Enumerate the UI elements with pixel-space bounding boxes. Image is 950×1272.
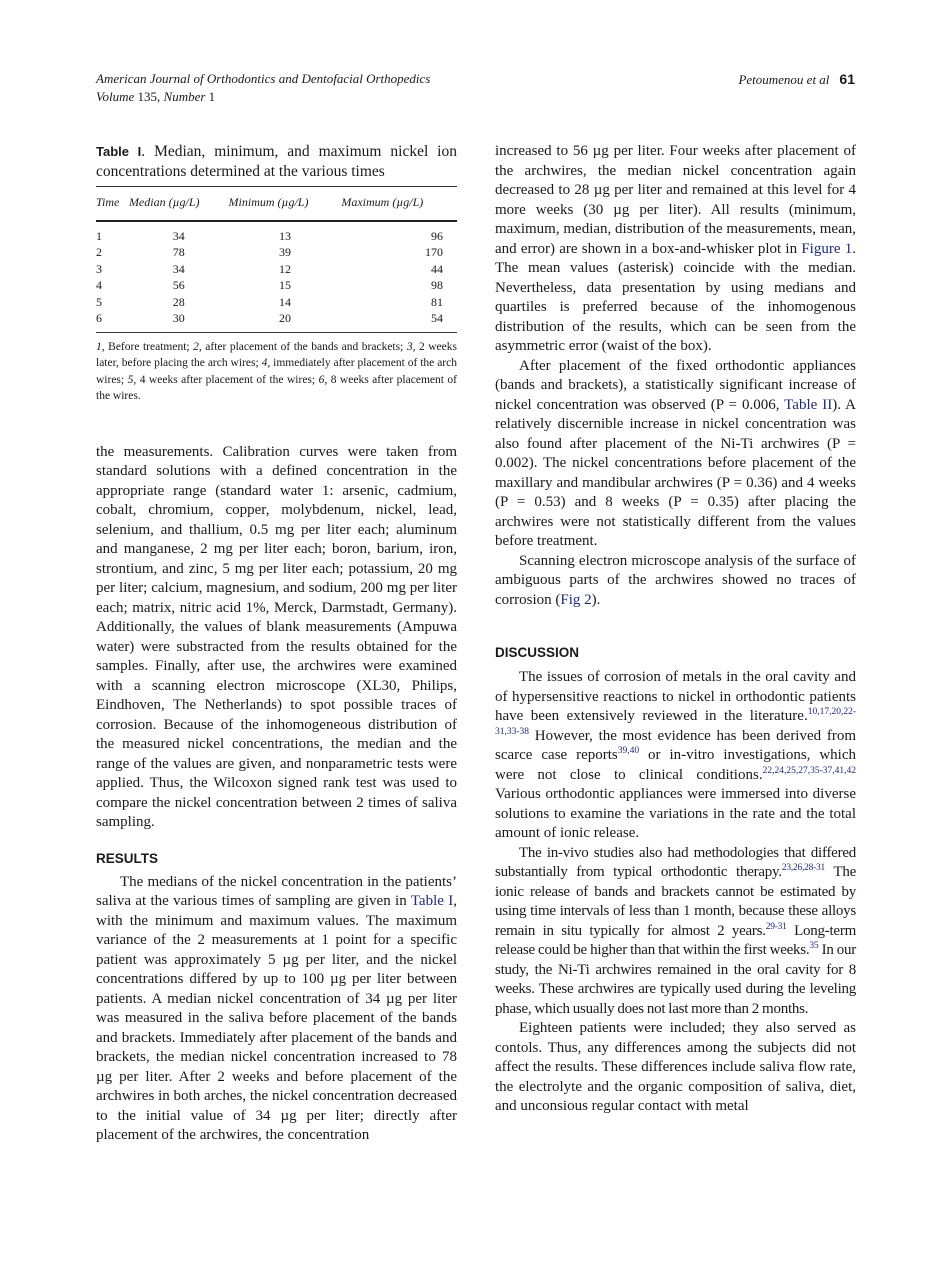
note-text: 8 weeks after placement of the wires. (96, 373, 457, 402)
cell-minimum: 15 (278, 278, 291, 292)
note-key: 2, (193, 340, 202, 353)
note-key: 6, (318, 373, 328, 386)
cell-minimum: 13 (278, 228, 291, 243)
text-run: After placement of the fixed orthodontic appliances (bands and brackets), a statistically significant increase of nickel concentration was observed (P = 0.006, (495, 357, 856, 413)
note-text: immediately after placement of the arch wires; (96, 357, 457, 386)
cell-time: 3 (96, 261, 102, 276)
note-key: 3, (406, 340, 416, 353)
results-paragraph-2 (495, 357, 856, 552)
text-run: Scanning electron microscope analysis of the surface of ambiguous parts of the archwires showed no traces of corrosion ( (495, 552, 856, 608)
cell-median: 34 (172, 228, 185, 243)
text-run: , with the minimum and maximum values. The maximum variance of the 2 measurements at 1 point for a specific patient was approximately 5 µg per liter, and the nickel concentrations differed by up to 100 µg per liter between patients. A median nickel concentration of 34 µg per liter was measured in the saliva before placement of the bands and brackets. Immediately after placement of the bands and brackets, the median nickel concentration increased to 78 µg per liter. After 2 weeks and before placement of the archwires in both arches, the nickel concentration decreased to the initial value of 34 µg per liter; directly after placement of the archwires, the concentration (96, 893, 458, 1143)
cell-maximum: 96 (431, 228, 443, 243)
discussion-paragraph-3: Eighteen patients were included; they also served as contols. Thus, any differences among the subjects did not affect the results. These differences include saliva flow rate, the electrolyte and the organic composition of saliva, diet, and unconsious regular contact with metal (495, 1020, 856, 1114)
table-header-row (96, 187, 457, 221)
table-label: Table I (96, 144, 142, 159)
cell-median: 78 (172, 245, 185, 259)
results-heading: RESULTS (96, 850, 159, 866)
table-row (96, 261, 457, 278)
right-column (495, 142, 856, 1117)
cell-time: 5 (96, 294, 102, 309)
cell-time: 6 (96, 310, 129, 332)
cell-median: 56 (172, 278, 185, 292)
col-time: Time (96, 187, 129, 221)
number-label: Number (163, 89, 206, 104)
discussion-paragraph-2 (495, 844, 856, 1020)
table-row (96, 310, 457, 332)
citation-link[interactable]: 39,40 (617, 746, 640, 756)
discussion-paragraph-1 (495, 668, 856, 844)
nickel-concentration-table (96, 186, 457, 333)
table-1-link[interactable]: Table I (410, 893, 454, 909)
cell-minimum: 20 (229, 310, 342, 332)
note-key: 5, (127, 373, 137, 386)
cell-maximum: 98 (431, 278, 443, 292)
note-key: 1, (96, 340, 105, 353)
author-name: Petoumenou et al (738, 72, 830, 87)
running-header-author (738, 70, 855, 89)
results-paragraph-3 (495, 552, 856, 611)
col-median: Median (µg/L) (129, 187, 229, 221)
cell-minimum: 14 (278, 294, 291, 309)
text-run: In our study, the Ni-Ti archwires remained in the oral cavity for 8 weeks. These archwires are typically used during the leveling phase, which usually does not last more than 2 months. (495, 942, 856, 1017)
table-row (96, 221, 457, 245)
col-maximum: Maximum (µg/L) (341, 187, 457, 221)
number-value: 1 (208, 89, 216, 104)
citation-link[interactable]: 23,26,28-31 (781, 863, 825, 873)
cell-minimum: 39 (278, 245, 291, 259)
cell-maximum: 54 (341, 310, 457, 332)
results-paragraph-continued (495, 142, 856, 357)
col-minimum: Minimum (µg/L) (229, 187, 342, 221)
note-text: after placement of the bands and brackets; (201, 340, 407, 353)
cell-median: 34 (172, 261, 185, 276)
table-2-link[interactable]: Table II (784, 396, 833, 413)
citation-link[interactable]: 35 (809, 941, 819, 951)
left-column (96, 142, 457, 1146)
citation-link[interactable]: 22,24,25,27,35-37,41,42 (762, 765, 856, 776)
note-key: 4, (261, 357, 271, 369)
table-row (96, 277, 457, 294)
figure-2-link[interactable]: Fig 2 (560, 591, 592, 608)
table-1 (96, 142, 457, 405)
running-header-journal (96, 70, 430, 106)
table-caption-text: . Median, minimum, and maximum nickel ion concentrations determined at the various times (96, 143, 457, 180)
discussion-heading: DISCUSSION (495, 645, 580, 660)
text-run: The ionic release of bands and brackets cannot be estimated by using time intervals of less than 1 month, because these alloys remain in situ typically for almost 2 years. (495, 864, 856, 939)
citation-link[interactable]: 29-31 (765, 921, 787, 932)
cell-maximum: 81 (431, 294, 443, 309)
cell-median: 28 (172, 294, 185, 309)
page-number: 61 (839, 71, 855, 87)
cell-maximum: 170 (425, 245, 443, 259)
note-text: 4 weeks after placement of the wires; (136, 373, 319, 386)
text-run: ). (591, 591, 601, 608)
table-row (96, 294, 457, 311)
text-run: . The mean values (asterisk) coincide with the median. Nevertheless, data presentation by using medians and quartiles is preferred because of the inhomogenous distribution of the results, which can be seen from the asymmetric error (waist of the box). (495, 240, 856, 354)
note-text: Before treatment; (104, 340, 194, 353)
text-run: or in-vitro investigations, which were not close to clinical conditions. (495, 747, 856, 783)
results-paragraph-1 (96, 873, 457, 1146)
journal-title: American Journal of Orthodontics and Dentofacial Orthopedics (96, 71, 431, 86)
volume-value: 135, (137, 89, 161, 104)
volume-label: Volume (96, 89, 135, 104)
table-caption (96, 142, 457, 181)
table-footnote (96, 339, 457, 405)
cell-time: 1 (96, 228, 102, 243)
text-run: ). A relatively discernible increase in nickel concentration was also found after placement of the Ni-Ti archwires (P = 0.002). The nickel concentrations before placement of the maxillary and mandibular archwires (P = 0.36) and 4 weeks (P = 0.53) and 8 weeks (P = 0.35) after placing the archwires were not statistically different from the values before treatment. (495, 396, 857, 549)
figure-1-link[interactable]: Figure 1 (801, 240, 853, 257)
cell-median: 30 (129, 310, 229, 332)
note-text: 2 weeks later, before placing the arch wires; (96, 340, 457, 369)
cell-minimum: 12 (278, 261, 291, 276)
methods-paragraph: the measurements. Calibration curves were taken from standard solutions with a defined concentration in the appropriate range (standard water 1: arsenic, cadmium, cobalt, chromium, copper, molybdenum, nickel, lead, selenium, and thallium, 0.5 mg per liter each; aluminum and manganese, 2 mg per liter each; boron, barium, iron, strontium, and zinc, 5 mg per liter each; potassium, 20 mg per liter; calcium, magnesium, and sodium, 200 mg per liter each; matrix, nitric acid 1%, Merck, Darmstadt, Germany). Additionally, the values of blank measurements (Ampuwa water) were substracted from the results obtained for the samples. Finally, after use, the archwires were examined with a scanning electron microscope (XL30, Philips, Eindhoven, The Netherlands) to spot possible traces of corrosion. Because of the inhomogeneous distribution of the measured nickel concentrations, the median and the range of the values are given, and nonparametric tests were applied. Thus, the Wilcoxon signed rank test was used to compare the nickel concentration between 2 times of saliva sampling. (96, 443, 457, 830)
cell-maximum: 44 (431, 261, 443, 276)
text-run: However, the most evidence has been derived from scarce case reports (495, 727, 856, 763)
text-run: The medians of the nickel concentration in the patients’ saliva at the various times of sampling are given in (96, 873, 457, 909)
text-run: increased to 56 µg per liter. Four weeks after placement of the archwires, the median nickel concentration again decreased to 28 µg per liter and remained at this level for 4 more weeks (30 µg per liter). All results (minimum, maximum, median, distribution of the measurements, mean, and error) are shown in a box-and-whisker plot in (495, 143, 856, 257)
text-run: Long-term release could be higher than that within the first weeks. (495, 922, 856, 958)
citation-link[interactable]: 10,17,20,22-31,33-38 (495, 707, 856, 737)
text-run: Various orthodontic appliances were immersed into diverse solutions to examine the variations in the rate and the total amount of ionic release. (495, 786, 856, 841)
cell-time: 2 (96, 245, 102, 259)
text-run: The in-vivo studies also had methodologies that differed substantially from typical orthodontic therapy. (495, 844, 856, 880)
volume-number (96, 88, 430, 106)
cell-time: 4 (96, 278, 102, 292)
text-run: The issues of corrosion of metals in the oral cavity and of hypersensitive reactions to nickel in orthodontic patients have been extensively reviewed in the literature. (495, 669, 856, 724)
table-row (96, 244, 457, 261)
